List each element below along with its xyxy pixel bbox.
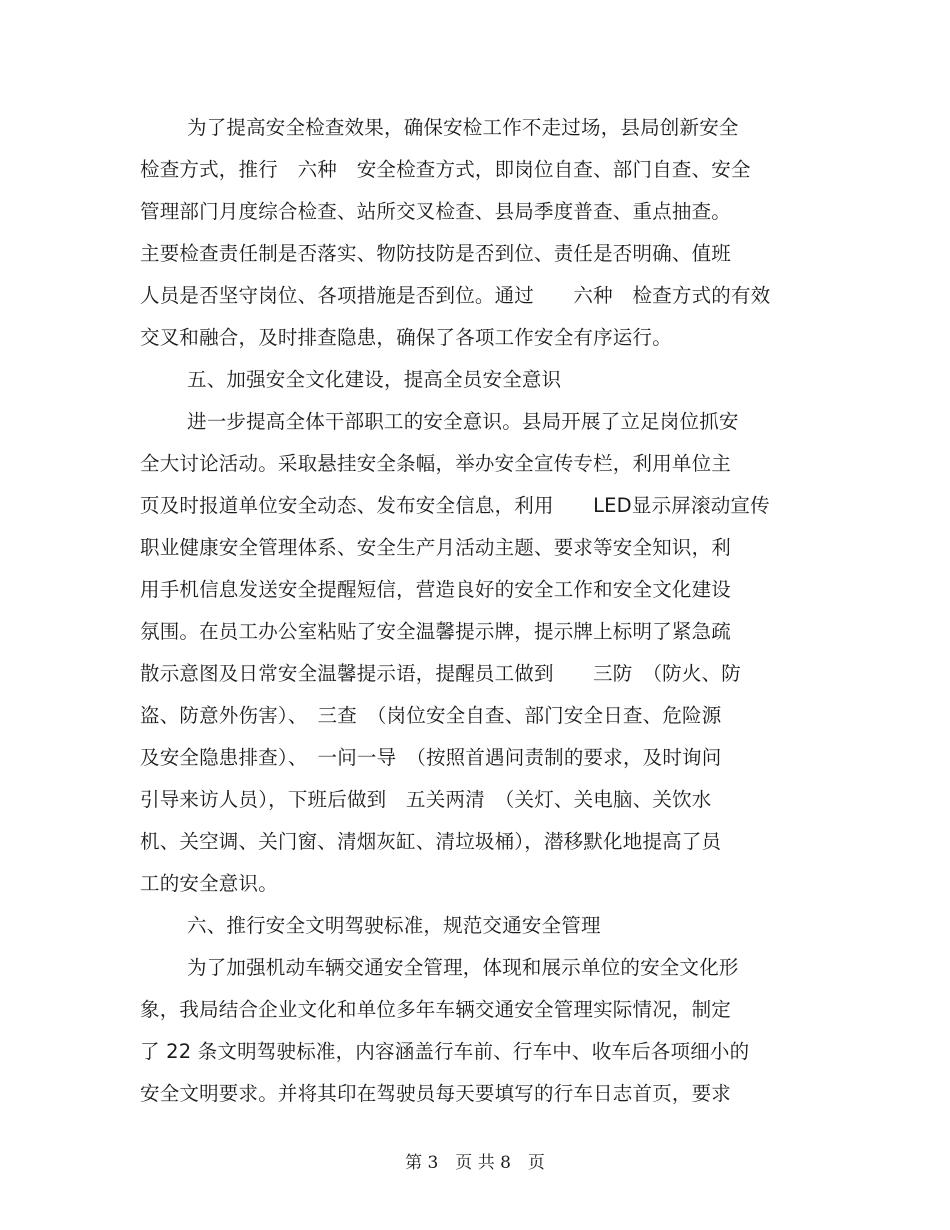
paragraph-line: 人员是否坚守岗位、各项措施是否到位。通过 六种 检查方式的有效 — [140, 284, 771, 307]
paragraph-line: 用手机信息发送安全提醒短信，营造良好的安全工作和安全文化建设 — [140, 578, 732, 601]
paragraph-line: 为了加强机动车辆交通安全管理，体现和展示单位的安全文化形 — [187, 956, 739, 979]
paragraph-line: 了 22 条文明驾驶标准，内容涵盖行车前、行车中、收车后各项细小的 — [140, 1040, 750, 1063]
paragraph-line: 氛围。在员工办公室粘贴了安全温馨提示牌，提示牌上标明了紧急疏 — [140, 620, 732, 643]
section-heading: 六、推行安全文明驾驶标准，规范交通安全管理 — [187, 914, 601, 937]
page-number-footer: 第 3 页 共 8 页 — [405, 1153, 545, 1173]
section-heading: 五、加强安全文化建设，提高全员安全意识 — [187, 368, 562, 391]
paragraph-line: 检查方式，推行 六种 安全检查方式，即岗位自查、部门自查、安全 — [140, 158, 751, 181]
paragraph-line: 为了提高安全检查效果，确保安检工作不走过场，县局创新安全 — [187, 116, 739, 139]
paragraph-line: 职业健康安全管理体系、安全生产月活动主题、要求等安全知识，利 — [140, 536, 732, 559]
paragraph-line: 交叉和融合，及时排查隐患，确保了各项工作安全有序运行。 — [140, 326, 672, 349]
paragraph-line: 主要检查责任制是否落实、物防技防是否到位、责任是否明确、值班 — [140, 242, 732, 265]
paragraph-line: 机、关空调、关门窗、清烟灰缸、清垃圾桶），潜移默化地提高了员 — [140, 830, 722, 853]
paragraph-line: 全大讨论活动。采取悬挂安全条幅，举办安全宣传专栏，利用单位主 — [140, 452, 732, 475]
paragraph-line: 盗、防意外伤害）、 三查 （岗位安全自查、部门安全日查、危险源 — [140, 704, 722, 727]
paragraph-line: 及安全隐患排查）、 一问一导 （按照首遇问责制的要求，及时询问 — [140, 746, 722, 769]
paragraph-line: 管理部门月度综合检查、站所交叉检查、县局季度普查、重点抽查。 — [140, 200, 732, 223]
paragraph-line: 安全文明要求。并将其印在驾驶员每天要填写的行车日志首页，要求 — [140, 1082, 732, 1105]
paragraph-line: 页及时报道单位安全动态、发布安全信息，利用 LED显示屏滚动宣传 — [140, 494, 770, 517]
paragraph-line: 象，我局结合企业文化和单位多年车辆交通安全管理实际情况，制定 — [140, 998, 732, 1021]
paragraph-line: 工的安全意识。 — [140, 872, 278, 895]
paragraph-line: 引导来访人员），下班后做到 五关两清 （关灯、关电脑、关饮水 — [140, 788, 712, 811]
paragraph-line: 进一步提高全体干部职工的安全意识。县局开展了立足岗位抓安 — [187, 410, 739, 433]
paragraph-line: 散示意图及日常安全温馨提示语，提醒员工做到 三防 （防火、防 — [140, 662, 741, 685]
